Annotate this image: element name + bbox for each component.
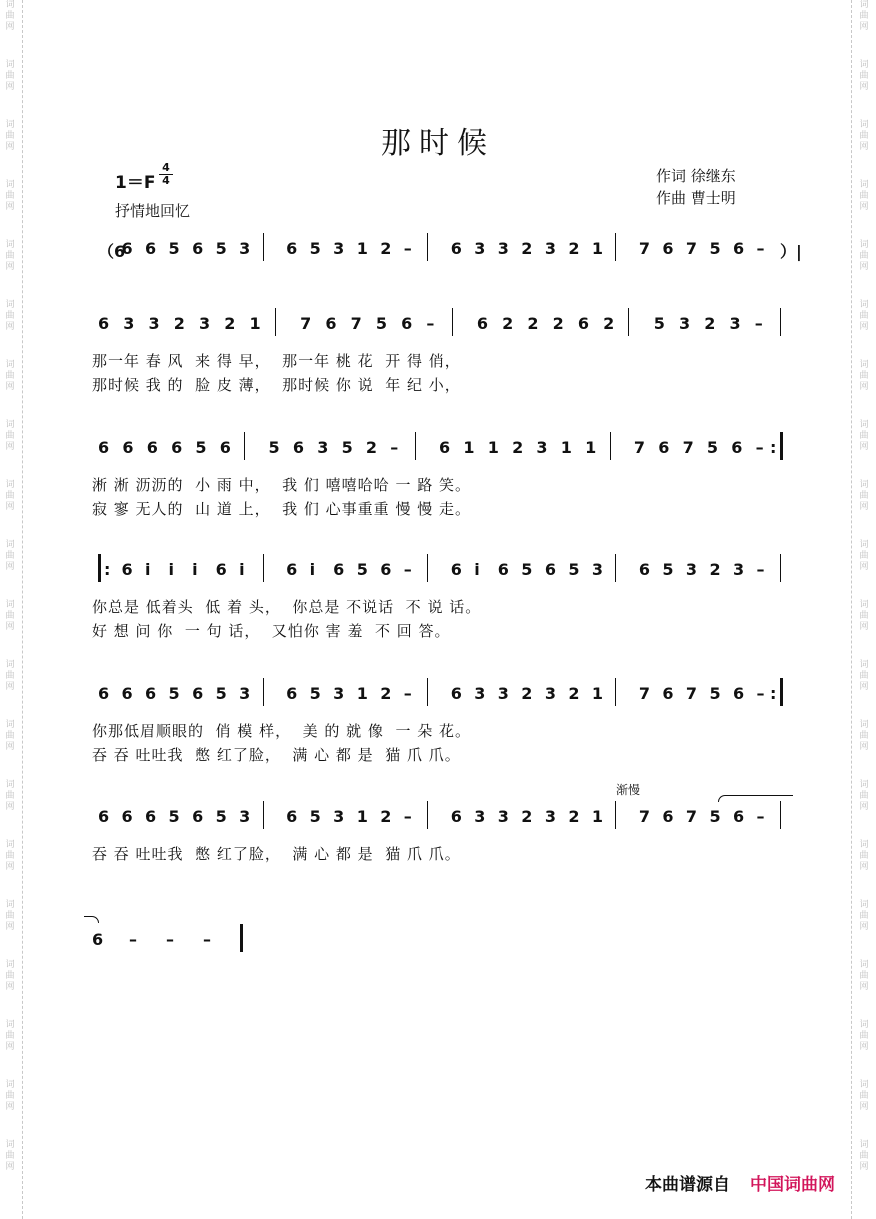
dash: – [755,438,764,457]
note: 5 [309,684,321,703]
note: 1 [591,807,603,826]
note: 6 [192,807,204,826]
dash: – [403,684,412,703]
watermark-right [857,0,871,1200]
note: 6 [121,239,133,258]
note: 6 [145,239,157,258]
note: 6 [450,560,462,579]
dash: – [390,438,399,457]
lyric-line: 好 想 问 你 一 句 话， 又怕你 害 羞 不 回 答。 [92,622,451,640]
repeat-sign: : [770,438,777,457]
barline [780,432,783,460]
barline [263,678,264,706]
watermark-text: 词 曲 网 [5,360,15,392]
dash: – [403,239,412,258]
key-signature: 1＝F [115,173,156,193]
barline [780,678,783,706]
tie [718,795,793,802]
note: i [474,560,480,579]
note: 6 [98,807,110,826]
note: 3 [199,314,211,333]
note: 7 [638,239,651,258]
dash: – [756,807,765,826]
note: i [239,560,245,579]
note: 5 [709,807,721,826]
note: 6 [286,560,298,579]
note: 3 [544,684,556,703]
note: 5 [709,684,721,703]
dash: – [166,930,174,949]
watermark-text: 词 曲 网 [859,480,869,512]
note: 3 [474,239,486,258]
note: 1 [356,807,368,826]
note: 6 [121,684,133,703]
note: 7 [350,314,362,333]
barline [780,801,781,829]
note: 6 [380,560,392,579]
watermark-text: 词 曲 网 [859,180,869,212]
note: 2 [568,807,580,826]
note: 6 [497,560,509,579]
barline [610,432,611,460]
barline [615,801,616,829]
note: 6 [215,560,227,579]
watermark-text: 词 曲 网 [859,1080,869,1112]
note: （6 [98,242,126,261]
note: 2 [552,314,564,333]
footer-brand: 中国词曲网 [750,1175,835,1195]
lyric-line: 吞 吞 吐吐我 憋 红了脸， 满 心 都 是 猫 爪 爪。 [92,746,461,764]
note: 3 [474,807,486,826]
dash: – [756,560,765,579]
note: 5 [168,239,180,258]
note: i [168,560,175,579]
lyric-line: 你那低眉顺眼的 俏 模 样， 美 的 就 像 一 朵 花。 [92,722,471,740]
watermark-text: 词 曲 网 [5,600,15,632]
watermark-text: 词 曲 网 [859,780,869,812]
note: 5 [195,438,207,457]
watermark-text: 词 曲 网 [859,0,869,32]
note: 1 [591,684,603,703]
note: 5 [356,560,368,579]
note: 3 [497,807,509,826]
footer [645,1170,835,1195]
left-border [22,0,23,1219]
barline [427,801,428,829]
note: 3 [123,314,135,333]
watermark-text: 词 曲 网 [859,420,869,452]
note: 2 [704,314,716,333]
note: 3 [333,684,345,703]
barline [615,678,616,706]
note: 3 [544,239,556,258]
note: 6 [92,930,104,949]
note: 6 [476,314,489,333]
note: 6 [145,807,157,826]
note: 6 [401,314,413,333]
tie [84,916,99,923]
note: 6 [577,314,590,333]
dash: – [403,807,412,826]
note: 3 [591,560,603,579]
barline [263,554,264,582]
barline [780,308,781,336]
barline [615,233,616,261]
composer: 作曲 曹士明 [656,189,736,207]
note: 2 [512,438,524,457]
note: 6 [732,239,745,258]
watermark-text: 词 曲 网 [5,780,15,812]
note: 7 [633,438,645,457]
note: 6 [192,239,204,258]
note: 2 [380,807,392,826]
note: 3 [148,314,160,333]
watermark-text: 词 曲 网 [859,1020,869,1052]
note: 6 [98,314,110,333]
note: 5 [168,807,180,826]
watermark-text: 词 曲 网 [5,1080,15,1112]
repeat-sign: : [770,684,777,703]
note: 2 [224,314,236,333]
watermark-text: 词 曲 网 [859,60,869,92]
barline [275,308,276,336]
watermark-left [3,0,17,1200]
note: 7 [638,684,651,703]
note: 3 [333,239,345,258]
watermark-text: 词 曲 网 [859,120,869,152]
note: 6 [98,684,110,703]
watermark-text: 词 曲 网 [859,600,869,632]
note: 5 [215,684,227,703]
note: 3 [474,684,486,703]
note: 2 [603,314,615,333]
note: 5 [706,438,719,457]
note: 1 [591,239,603,258]
time-signature: 4 4 [159,162,173,187]
note: 7 [300,314,312,333]
note: 1 [585,438,597,457]
note: 6 [544,560,556,579]
note: 2 [521,807,533,826]
note: 3 [239,239,251,258]
expression-mark: 抒情地回忆 [115,202,191,220]
note: 6 [638,560,651,579]
note: 5 [653,314,665,333]
note: 2 [380,239,392,258]
dash: – [129,930,137,949]
barline [780,554,781,582]
note: 6 [192,684,204,703]
note: 2 [173,314,185,333]
song-title: 那时候 [381,126,495,161]
note: 5 [168,684,180,703]
note: 3 [544,807,556,826]
watermark-text: 词 曲 网 [859,300,869,332]
watermark-text: 词 曲 网 [859,960,869,992]
note: 6 [731,438,743,457]
watermark-text: 词 曲 网 [5,1020,15,1052]
note: 1 [487,438,499,457]
note: 6 [286,684,298,703]
barline [263,801,264,829]
tempo-mark: 渐慢 [616,783,641,797]
note: 1 [356,684,368,703]
note: 6 [658,438,670,457]
note: 6 [171,438,183,457]
note: 6 [450,807,462,826]
note: 6 [146,438,158,457]
note: 6 [439,438,451,457]
note: 2 [568,684,580,703]
watermark-text: 词 曲 网 [5,840,15,872]
watermark-text: 词 曲 网 [5,300,15,332]
note: 5 [568,560,580,579]
dash: – [203,930,211,949]
watermark-text: 词 曲 网 [5,900,15,932]
dash: – [403,560,412,579]
lyric-line: 你总是 低着头 低 着 头， 你总是 不说话 不 说 话。 [92,598,482,616]
note: 2 [521,684,533,703]
note: 6 [662,807,674,826]
note: 5 [309,239,321,258]
note: 1 [560,438,572,457]
note: i [309,560,316,579]
watermark-text: 词 曲 网 [859,240,869,272]
note: 6 [732,807,745,826]
note: 6 [662,239,674,258]
barline [427,233,428,261]
note: 1 [463,438,475,457]
note: 6 [145,684,157,703]
note: 6 [286,807,298,826]
note: 6 [662,684,674,703]
barline [263,233,264,261]
note: i [145,560,151,579]
barline [244,432,245,460]
note: 6 [333,560,345,579]
note: 3 [333,807,345,826]
note: 3 [497,239,509,258]
lyric-line: 那时候 我 的 脸 皮 薄， 那时候 你 说 年 纪 小， [92,376,461,394]
note: 2 [568,239,580,258]
watermark-text: 词 曲 网 [5,480,15,512]
note: 2 [502,314,514,333]
note: 7 [685,684,698,703]
dash: – [756,239,765,258]
watermark-text: 词 曲 网 [5,120,15,152]
lyric-line: 淅 淅 沥沥的 小 雨 中， 我 们 嘻嘻哈哈 一 路 笑。 [92,476,471,494]
note: 5 [521,560,533,579]
watermark-text: 词 曲 网 [5,1140,15,1172]
note: 3 [317,438,329,457]
note: 2 [527,314,539,333]
lyric-line: 寂 寥 无人的 山 道 上， 我 们 心事重重 慢 慢 走。 [92,500,471,518]
dash: – [426,314,435,333]
note: 2 [365,438,378,457]
watermark-text: 词 曲 网 [859,360,869,392]
watermark-text: 词 曲 网 [859,900,869,932]
barline [615,554,616,582]
note: 7 [685,807,698,826]
watermark-text: 词 曲 网 [5,660,15,692]
note: 3 [685,560,698,579]
note: 3 [536,438,548,457]
watermark-text: 词 曲 网 [859,840,869,872]
note: 5 [709,239,721,258]
watermark-text: 词 曲 网 [5,540,15,572]
note: 7 [682,438,694,457]
note: 6 [450,239,462,258]
note: 1 [356,239,368,258]
note: 1 [249,314,261,333]
watermark-text: 词 曲 网 [5,240,15,272]
note: 3 [239,807,251,826]
barline [240,924,243,952]
note: 5 [341,438,353,457]
barline [98,554,101,582]
lyric-line: 吞 吞 吐吐我 憋 红了脸， 满 心 都 是 猫 爪 爪。 [92,845,461,863]
lyric-line: 那一年 春 风 来 得 早， 那一年 桃 花 开 得 俏， [92,352,461,370]
watermark-text: 词 曲 网 [859,660,869,692]
note: 5 [309,807,321,826]
note: 5 [375,314,387,333]
note: 3 [678,314,691,333]
watermark-text: 词 曲 网 [859,720,869,752]
note: 6 [732,684,745,703]
barline [427,678,428,706]
repeat-sign: : [104,560,111,579]
note: 6 [292,438,304,457]
note: 6 [121,560,133,579]
note: 6 [98,438,110,457]
note: 6 [122,438,134,457]
watermark-text: 词 曲 网 [859,1140,869,1172]
note: 5 [268,438,280,457]
watermark-text: 词 曲 网 [5,720,15,752]
watermark-text: 词 曲 网 [5,180,15,212]
barline [628,308,629,336]
watermark-text: 词 曲 网 [5,960,15,992]
lyricist: 作词 徐继东 [656,167,736,185]
barline [427,554,428,582]
note: 2 [709,560,721,579]
note: 6 [325,314,337,333]
barline [415,432,416,460]
note: 6 [219,438,231,457]
note: 7 [685,239,698,258]
note: 3 [729,314,741,333]
note: 6 [121,807,133,826]
watermark-text: 词 曲 网 [859,540,869,572]
note: 7 [638,807,651,826]
footer-label: 本曲谱源自 [645,1175,730,1195]
note: 3 [497,684,509,703]
note: 5 [215,807,227,826]
note: 2 [521,239,533,258]
dash: – [756,684,765,703]
note: 5 [662,560,674,579]
note: 6 [450,684,462,703]
note: 5 [215,239,227,258]
right-border [851,0,852,1219]
watermark-text: 词 曲 网 [5,420,15,452]
barline [452,308,453,336]
note: ）| [780,242,802,261]
note: 3 [239,684,251,703]
note: 2 [380,684,392,703]
note: i [192,560,198,579]
note: 6 [286,239,298,258]
note: 3 [732,560,745,579]
watermark-text: 词 曲 网 [5,0,15,32]
dash: – [754,314,763,333]
watermark-text: 词 曲 网 [5,60,15,92]
